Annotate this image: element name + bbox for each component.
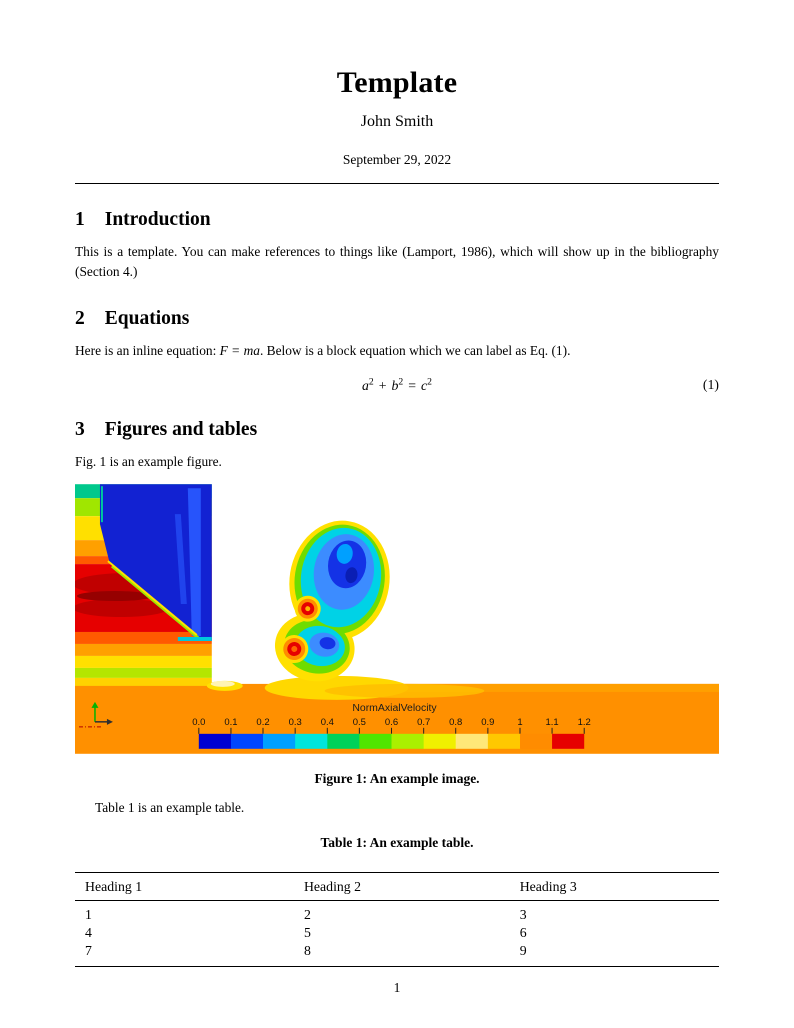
- doc-title: Template: [336, 66, 458, 99]
- equals-operator: =: [408, 377, 417, 393]
- colorbar-title: NormAxialVelocity: [352, 702, 437, 714]
- colorbar-segment: [552, 734, 584, 749]
- colorbar-segment: [231, 734, 264, 749]
- colorbar-segment: [295, 734, 328, 749]
- section-heading-equations: [75, 308, 719, 330]
- figure-caption-text: An example image.: [369, 771, 480, 787]
- title-rule: [75, 183, 719, 184]
- table-row: [75, 901, 719, 925]
- equation-exponent: 2: [427, 376, 432, 388]
- table-header-cell: Heading 1: [75, 873, 294, 901]
- table-cell: 9: [519, 943, 527, 959]
- equation-body: [362, 378, 432, 393]
- colorbar-segment: [263, 734, 296, 749]
- table-cell: 8: [303, 943, 311, 959]
- section-heading-introduction: [75, 209, 719, 231]
- page-number: 1: [393, 980, 401, 995]
- table-cell: 4: [85, 925, 92, 941]
- table-header-cell: Heading 3: [510, 873, 719, 901]
- colorbar-tick-label: 0.4: [320, 716, 334, 728]
- figure-1: [75, 484, 719, 754]
- table-cell: 2: [303, 907, 311, 923]
- table-cell: 3: [519, 907, 527, 923]
- colorbar-segment: [327, 734, 360, 749]
- section-number: 3: [75, 418, 85, 440]
- figure-caption-label: Figure 1:: [314, 771, 368, 787]
- colorbar-segment: [456, 734, 489, 749]
- colorbar-segment: [424, 734, 457, 749]
- intro-paragraph: This is a template. You can make references to things like (Lamport, 1986), which will show up in the bibliography (Section 4.): [75, 244, 719, 280]
- table-cell: 5: [303, 925, 311, 941]
- table-header-cell: Heading 2: [294, 873, 510, 901]
- block-equation: [75, 376, 719, 394]
- step-corner-core: [211, 681, 235, 687]
- colorbar-tick-label: 0.8: [449, 716, 463, 728]
- colorbar-tick-label: 1: [517, 716, 523, 728]
- table-header-row: [75, 873, 719, 901]
- colorbar-tick-label: 0.7: [417, 716, 431, 728]
- section-heading-figures-tables: [75, 419, 719, 441]
- equation-exponent: 2: [398, 376, 404, 388]
- colorbar-tick-label: 0.5: [352, 716, 366, 728]
- colorbar-segment: [392, 734, 425, 749]
- table-lead-paragraph: Table 1 is an example table.: [95, 800, 245, 816]
- equation-number: (1): [702, 377, 719, 393]
- section-title: Equations: [104, 307, 190, 329]
- equations-lead-post: . Below is a block equation which we can label as Eq. (1).: [259, 342, 571, 358]
- colorbar-segment: [488, 734, 521, 749]
- doc-date: September 29, 2022: [342, 152, 452, 167]
- equation-term-b: b: [391, 377, 399, 393]
- colorbar-tick-label: 1.2: [577, 716, 591, 728]
- colorbar-segment: [359, 734, 392, 749]
- colorbar-tick-label: 0.9: [481, 716, 495, 728]
- section-number: 2: [75, 307, 85, 329]
- equations-paragraph: [75, 341, 719, 361]
- colorbar-tick-label: 1.1: [545, 716, 559, 728]
- table-caption-label: Table 1:: [320, 835, 367, 851]
- section-number: 1: [75, 209, 85, 230]
- table-caption-text: An example table.: [369, 835, 474, 851]
- table-cell: 7: [85, 943, 92, 959]
- doc-author: John Smith: [360, 113, 434, 130]
- figure-lead-paragraph: Fig. 1 is an example figure.: [75, 453, 222, 469]
- colorbar-segment: [199, 734, 232, 749]
- inline-equation: F = ma: [219, 342, 260, 358]
- example-table: [75, 872, 719, 967]
- colorbar-segment: [520, 734, 553, 749]
- table-cell: 1: [85, 907, 92, 923]
- section-title: Figures and tables: [104, 418, 258, 440]
- colorbar-tick-label: 0.1: [224, 716, 238, 728]
- equation-term-a: a: [362, 377, 369, 393]
- colorbar-tick-label: 0.0: [192, 716, 206, 728]
- plume-wake: [325, 684, 485, 698]
- equations-lead-pre: Here is an inline equation:: [75, 342, 220, 358]
- figure-caption: [75, 771, 719, 787]
- table-caption: [75, 835, 719, 851]
- equation-term-c: c: [421, 377, 428, 393]
- colorbar-tick-label: 0.2: [256, 716, 270, 728]
- colorbar-tick-label: 0.3: [288, 716, 302, 728]
- plus-operator: +: [378, 377, 387, 393]
- equation-exponent: 2: [368, 376, 374, 388]
- cfd-figure-image: [75, 484, 719, 754]
- section-title: Introduction: [104, 209, 211, 230]
- table-row: [75, 924, 719, 942]
- colorbar-tick-label: 0.6: [384, 716, 399, 728]
- table-row: [75, 942, 719, 967]
- table-cell: 6: [519, 925, 527, 941]
